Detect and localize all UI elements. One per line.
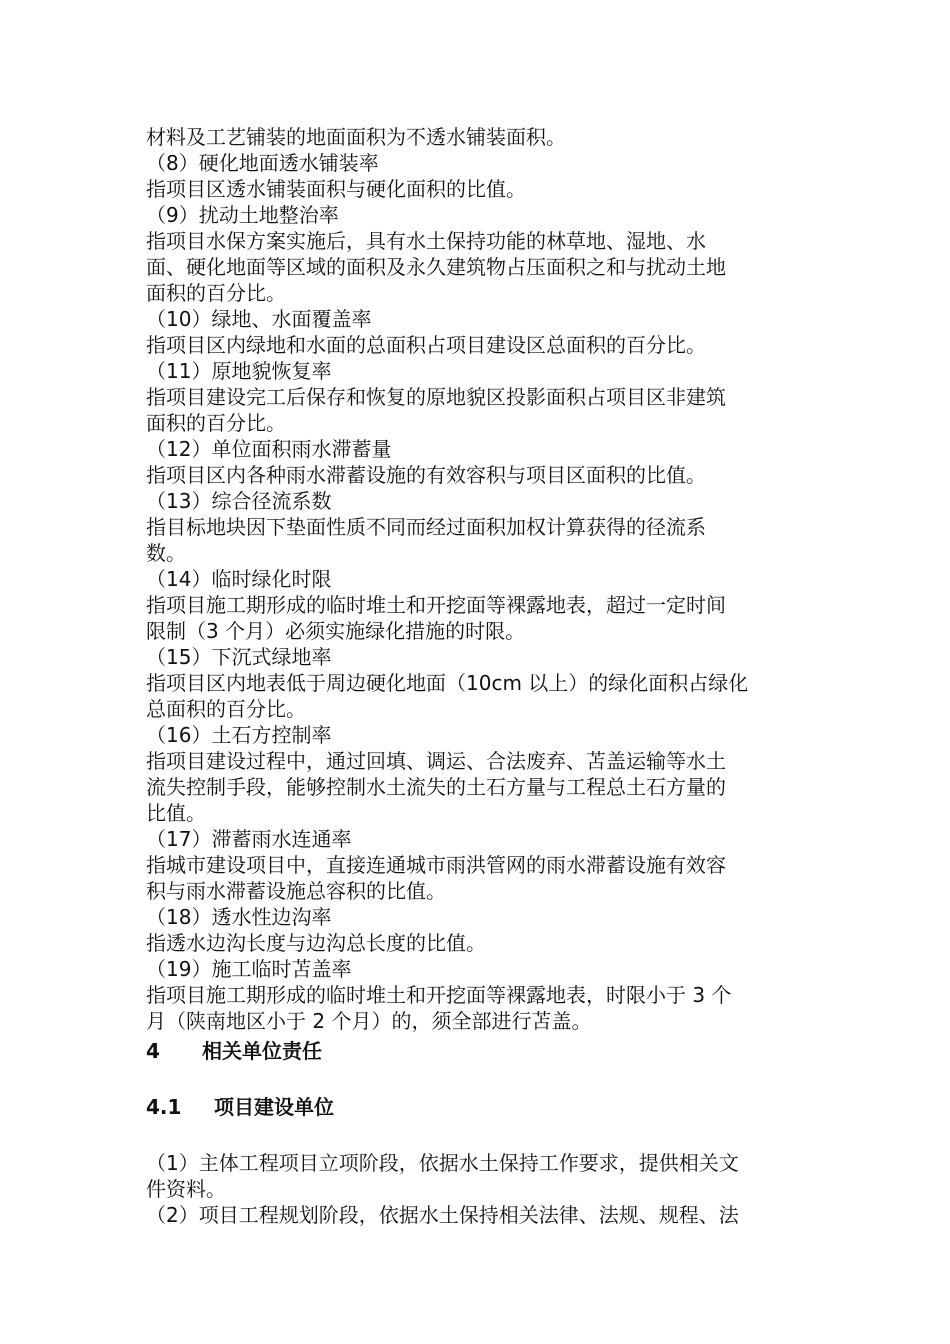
text-line: 指项目建设完工后保存和恢复的原地貌区投影面积占项目区非建筑 [146, 385, 726, 409]
text-line: （17）滞蓄雨水连通率 [146, 827, 352, 851]
text-line: 指项目施工期形成的临时堆土和开挖面等裸露地表，超过一定时间 [146, 593, 726, 617]
text-line: 指目标地块因下垫面性质不同而经过面积加权计算获得的径流系 [146, 515, 706, 539]
section-number: 4 [146, 1039, 160, 1063]
text-line: 材料及工艺铺装的地面面积为不透水铺装面积。 [146, 125, 566, 149]
text-line: 比值。 [146, 801, 206, 825]
section-heading-4-1 [146, 1094, 806, 1120]
text-line: 指项目区内各种雨水滞蓄设施的有效容积与项目区面积的比值。 [146, 463, 706, 487]
indicator-definitions [146, 124, 806, 1034]
text-line: 指项目水保方案实施后，具有水土保持功能的林草地、湿地、水 [146, 229, 706, 253]
text-line: （1）主体工程项目立项阶段，依据水土保持工作要求，提供相关文 [146, 1151, 739, 1175]
text-line: （9）扰动土地整治率 [146, 203, 339, 227]
text-line: 面积的百分比。 [146, 411, 286, 435]
text-line: （11）原地貌恢复率 [146, 359, 332, 383]
text-line: （10）绿地、水面覆盖率 [146, 307, 372, 331]
document-page [146, 124, 806, 1228]
text-line: 限制（3 个月）必须实施绿化措施的时限。 [146, 619, 526, 643]
text-line: 流失控制手段，能够控制水土流失的土石方量与工程总土石方量的 [146, 775, 726, 799]
section-title: 项目建设单位 [214, 1095, 334, 1119]
section-number: 4.1 [146, 1095, 182, 1119]
text-line: 数。 [146, 541, 186, 565]
text-line: 面积的百分比。 [146, 281, 286, 305]
text-line: （14）临时绿化时限 [146, 567, 332, 591]
text-line: 件资料。 [146, 1177, 226, 1201]
text-line: （19）施工临时苫盖率 [146, 957, 352, 981]
text-line: 总面积的百分比。 [146, 697, 306, 721]
text-line: 月（陕南地区小于 2 个月）的，须全部进行苫盖。 [146, 1009, 592, 1033]
text-line: 指项目施工期形成的临时堆土和开挖面等裸露地表，时限小于 3 个 [146, 983, 732, 1007]
text-line: 指项目区内地表低于周边硬化地面（10cm 以上）的绿化面积占绿化 [146, 671, 749, 695]
text-line: （15）下沉式绿地率 [146, 645, 332, 669]
text-line: （13）综合径流系数 [146, 489, 332, 513]
text-line: （16）土石方控制率 [146, 723, 332, 747]
text-line: 指项目区内绿地和水面的总面积占项目建设区总面积的百分比。 [146, 333, 706, 357]
text-line: 指城市建设项目中，直接连通城市雨洪管网的雨水滞蓄设施有效容 [146, 853, 726, 877]
section-title: 相关单位责任 [202, 1039, 322, 1063]
text-line: 指项目区透水铺装面积与硬化面积的比值。 [146, 177, 526, 201]
section-heading-4 [146, 1038, 806, 1064]
text-line: 指透水边沟长度与边沟总长度的比值。 [146, 931, 486, 955]
text-line: （2）项目工程规划阶段，依据水土保持相关法律、法规、规程、法 [146, 1203, 739, 1227]
text-line: （18）透水性边沟率 [146, 905, 332, 929]
responsibility-paragraphs [146, 1150, 806, 1228]
text-line: 指项目建设过程中，通过回填、调运、合法废弃、苫盖运输等水土 [146, 749, 726, 773]
text-line: （12）单位面积雨水滞蓄量 [146, 437, 392, 461]
text-line: 面、硬化地面等区域的面积及永久建筑物占压面积之和与扰动土地 [146, 255, 726, 279]
text-line: 积与雨水滞蓄设施总容积的比值。 [146, 879, 446, 903]
text-line: （8）硬化地面透水铺装率 [146, 151, 379, 175]
